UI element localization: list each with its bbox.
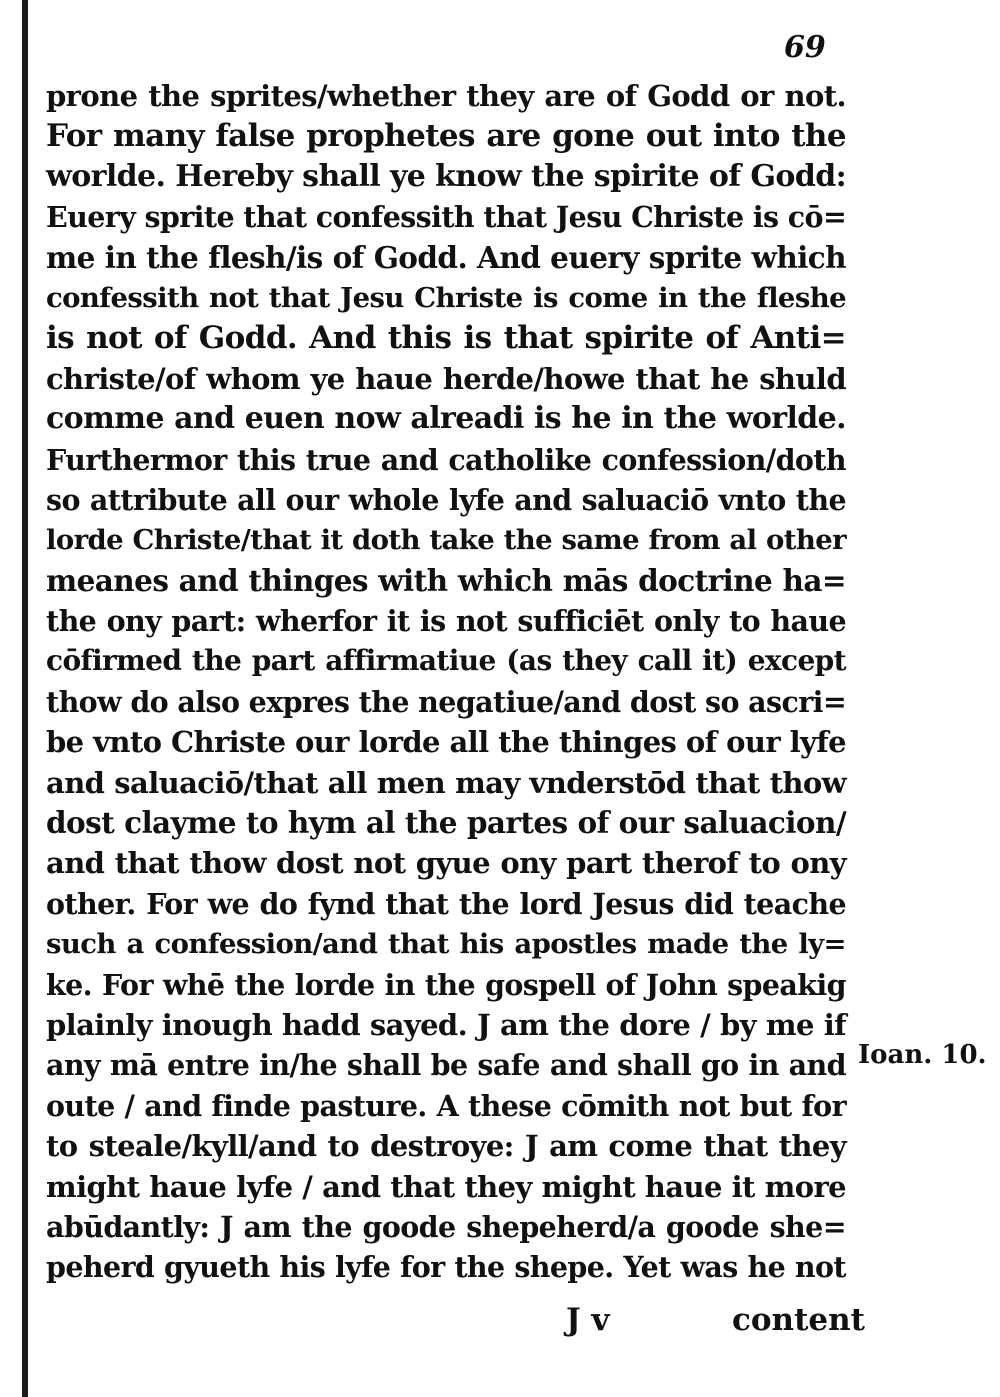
text-line: is not of Godd. And this is that spirite of Anti= [46, 320, 846, 357]
text-line: cōfirmed the part affirmatiue (as they call it) except [46, 644, 846, 678]
text-line: such a confession/and that his apostles made the ly= [46, 928, 846, 961]
text-line: the ony part: wherfor it is not sufficiēt only to haue [46, 604, 846, 639]
text-line: plainly inough hadd sayed. J am the dore / by me if [46, 1007, 846, 1042]
text-line: meanes and thinges with which mās doctrine ha= [46, 562, 846, 598]
text-line: For many false prophetes are gone out into the [46, 118, 846, 155]
text-line: other. For we do fynd that the lord Jesus did teache [46, 886, 846, 921]
text-line: and that thow dost not gyue ony part therof to ony [46, 846, 846, 881]
text-line: to steale/kyll/and to destroye: J am come that they [46, 1129, 846, 1164]
page-number: 69 [784, 30, 826, 65]
text-line: be vnto Christe our lorde all the thinges of our lyfe [46, 725, 846, 760]
text-line: lorde Christe/that it doth take the same from al other [46, 524, 846, 557]
text-line: so attribute all our whole lyfe and saluaciō vnto the [46, 482, 846, 517]
text-line: Furthermor this true and catholike confession/doth [46, 442, 846, 477]
text-line: oute / and finde pasture. A these cōmith not but for [46, 1088, 846, 1123]
text-line: peherd gyueth his lyfe for the shepe. Yet was he not [46, 1250, 846, 1285]
body-text [46, 76, 846, 1288]
text-line: me in the flesh/is of Godd. And euery sprite which [46, 239, 846, 275]
text-line: confessith not that Jesu Christe is come in the fleshe [46, 281, 846, 314]
text-line: thow do also expres the negatiue/and dost so ascri= [46, 684, 847, 719]
gutter-rule [22, 0, 28, 1397]
text-line: any mā entre in/he shall be safe and shall go in and [46, 1048, 846, 1083]
text-line: Euery sprite that confessith that Jesu Christe is cō= [46, 200, 847, 235]
signature-mark: J v [566, 1302, 610, 1338]
text-line: might haue lyfe / and that they might haue it more [46, 1169, 846, 1204]
text-line: christe/of whom ye haue herde/howe that he shuld [46, 361, 846, 396]
text-line: dost clayme to hym al the partes of our saluacion/ [46, 805, 846, 841]
text-line: and saluaciō/that all men may vnderstōd that thow [46, 765, 846, 800]
text-line: comme and euen now alreadi is he in the worlde. [46, 401, 846, 437]
text-line: abūdantly: J am the goode shepeherd/a goode she= [46, 1209, 846, 1244]
catchword: content [732, 1302, 865, 1338]
text-line: prone the sprites/whether they are of Godd or not. [46, 79, 846, 113]
text-line: ke. For whē the lorde in the gospell of John speakig [46, 967, 846, 1002]
margin-note: Ioan. 10. [858, 1040, 987, 1070]
text-line: worlde. Hereby shall ye know the spirite of Godd: [46, 158, 847, 194]
